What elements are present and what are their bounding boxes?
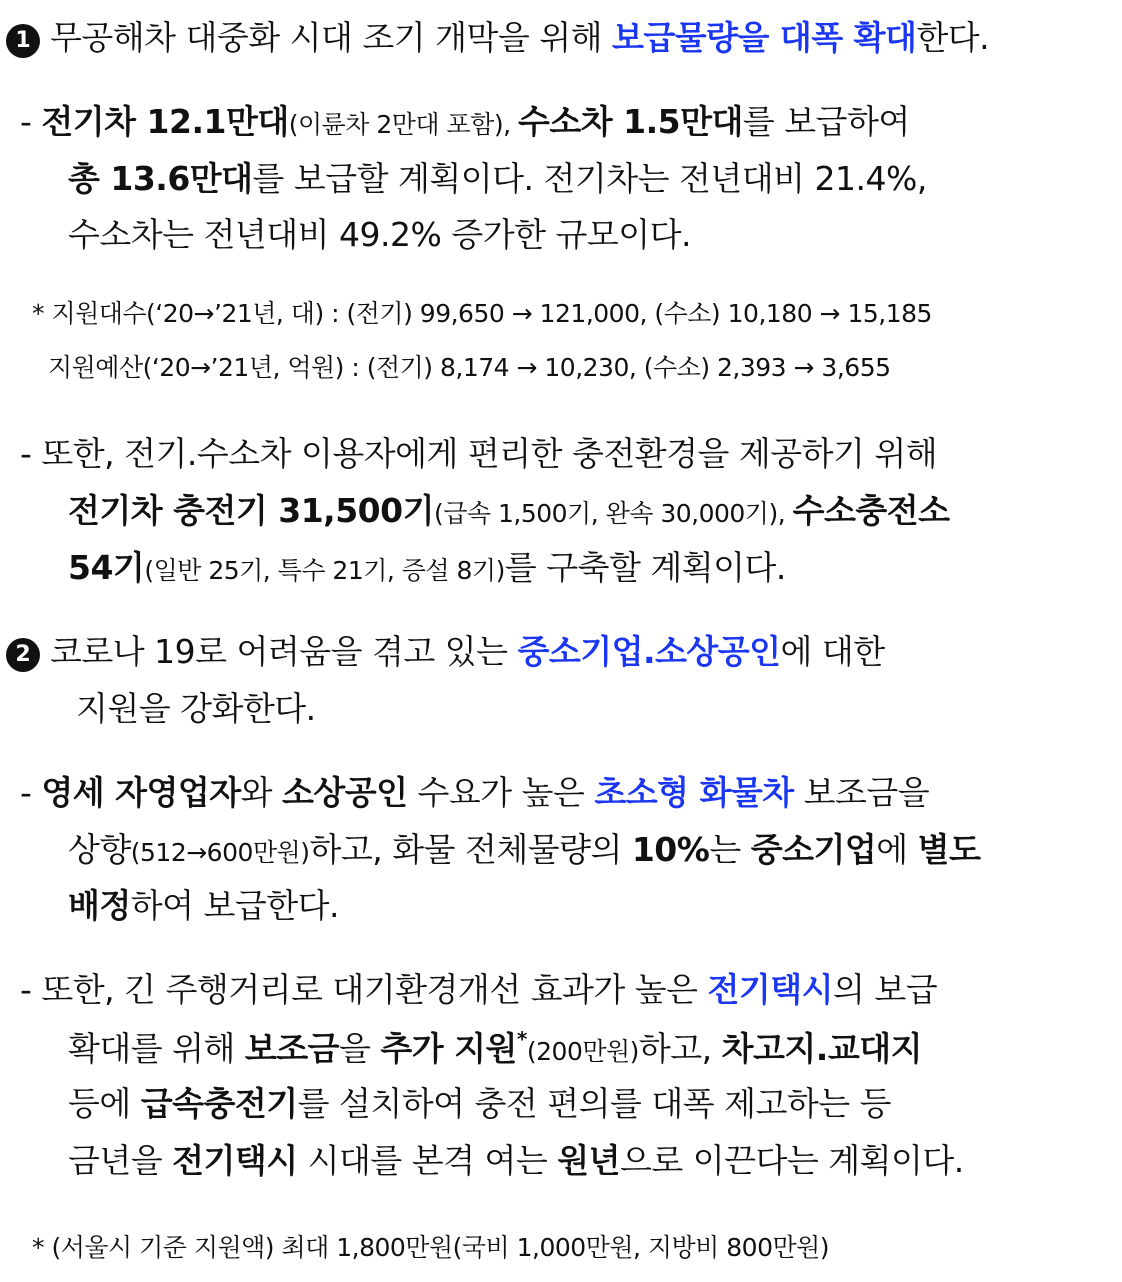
section1-heading-end: 한다.: [916, 18, 990, 57]
micro-truck: 초소형 화물차: [594, 773, 794, 812]
ev-count: 전기차 12.1만대: [41, 102, 289, 141]
sme: 중소기업: [750, 830, 877, 869]
section1-p2-line3: [68, 548, 786, 588]
section1-p2-line1: [20, 434, 937, 474]
text-supply: 하여 보급한다.: [130, 886, 340, 925]
self-employed: 영세 자영업자: [41, 773, 241, 812]
text-subsidy: 보조금을: [793, 773, 930, 812]
section2-p2-line2: [68, 1027, 922, 1069]
section2-p1-line2: [68, 830, 980, 870]
note-support-count: * 지원대수(‘20→’21년, 대) : (전기) 99,650 → 121,000, (수소) 10,180 → 15,185: [32, 299, 932, 328]
seoul-support-note: * (서울시 기준 지원액) 최대 1,800만원(국비 1,000만원, 지방비 800만원): [32, 1233, 830, 1262]
ten-percent: 10%: [631, 830, 710, 869]
small-business: 소상공인: [282, 773, 408, 812]
text-obj: 을: [339, 1029, 381, 1068]
text-era: 시대를 본격 여는: [297, 1141, 558, 1180]
p2-text-1: - 또한, 긴 주행거리로 대기환경개선 효과가 높은: [20, 970, 708, 1009]
ev-count-note: (이륜차 2만대 포함),: [288, 110, 518, 139]
section1-heading-emphasis: 보급물량을 대폭 확대: [612, 18, 917, 57]
text-plan: 으로 이끈다는 계획이다.: [620, 1141, 964, 1180]
text-this-year: 금년을: [68, 1141, 173, 1180]
text-raise: 상향: [68, 830, 131, 869]
dash-marker: -: [20, 773, 42, 812]
hydrogen-station: 수소충전소: [792, 491, 950, 530]
number-marker-1-icon: 1: [6, 24, 40, 58]
section1-p1-line3: [68, 215, 691, 255]
section2-p2-line3: [68, 1084, 891, 1124]
text-to: 에: [876, 830, 918, 869]
text-truck-volume: 하고, 화물 전체물량의: [309, 830, 632, 869]
text-expand: 확대를 위해: [68, 1029, 245, 1068]
garage-shift: 차고지.교대지: [721, 1029, 922, 1068]
p1-text-2: 를 보급할 계획이다. 전기차는 전년대비 21.4%,: [252, 159, 927, 198]
additional-support: 추가 지원: [380, 1029, 517, 1068]
section2-p2-line1: [20, 970, 937, 1010]
number-marker-2-icon: 2: [6, 638, 40, 672]
support-amount: (200만원): [526, 1037, 639, 1066]
section2-heading-emphasis: 중소기업.소상공인: [517, 632, 781, 671]
section1-note-line2: [48, 353, 891, 383]
text-etc: 등에: [68, 1084, 141, 1123]
allocation: 배정: [68, 886, 131, 925]
section2-note: [32, 1233, 829, 1263]
raise-amount: (512→600만원): [130, 838, 310, 867]
text-and-2: 하고,: [638, 1029, 722, 1068]
hydrogen-station-note: (일반 25기, 특수 21기, 증설 8기): [144, 556, 505, 585]
charger-count: 전기차 충전기 31,500기: [68, 491, 434, 530]
electric-taxi: 전기택시: [707, 970, 834, 1009]
section1-heading-text: 무공해차 대중화 시대 조기 개막을 위해: [50, 18, 612, 57]
section2-heading-end: 에 대한: [780, 632, 885, 671]
section2-heading-line2: [76, 689, 316, 729]
electric-taxi-2: 전기택시: [172, 1141, 298, 1180]
section2-heading-text: 코로나 19로 어려움을 겪고 있는: [50, 632, 518, 671]
section2-heading: [6, 632, 885, 672]
section1-heading: [6, 18, 989, 58]
dash-marker: -: [20, 102, 42, 141]
hydrogen-count: 수소차 1.5만대: [517, 102, 743, 141]
note-support-budget: 지원예산(‘20→’21년, 억원) : (전기) 8,174 → 10,230, (수소) 2,393 → 3,655: [48, 353, 891, 382]
charger-count-note: (급속 1,500기, 완속 30,000기),: [433, 499, 793, 528]
subsidy: 보조금: [244, 1029, 340, 1068]
section2-p1-line1: [20, 773, 929, 813]
section1-note-line1: [32, 299, 932, 329]
text-and: 와: [240, 773, 283, 812]
hydrogen-station-count: 54기: [68, 548, 145, 587]
p2-text-1: - 또한, 전기.수소차 이용자에게 편리한 충전환경을 제공하기 위해: [20, 434, 938, 473]
text-is: 는: [709, 830, 751, 869]
section2-p2-line4: [68, 1141, 964, 1181]
fast-charger: 급속충전기: [140, 1084, 298, 1123]
section2-heading-text-2: 지원을 강화한다.: [76, 689, 316, 728]
section1-p1-line2: [68, 159, 927, 199]
p1-text: 를 보급하여: [742, 102, 910, 141]
section2-p1-line3: [68, 886, 339, 926]
total-count: 총 13.6만대: [68, 159, 253, 198]
p1-text-3: 수소차는 전년대비 49.2% 증가한 규모이다.: [68, 215, 691, 254]
text-install: 를 설치하여 충전 편의를 대폭 제고하는 등: [297, 1084, 892, 1123]
section1-p2-line2: [68, 491, 950, 531]
section1-p1-line1: [20, 102, 910, 142]
first-year: 원년: [557, 1141, 621, 1180]
text-demand: 수요가 높은: [407, 773, 595, 812]
separate: 별도: [917, 830, 981, 869]
p2-text-end: 를 구축할 계획이다.: [504, 548, 786, 587]
text-supply-of: 의 보급: [833, 970, 938, 1009]
footnote-marker: *: [516, 1027, 527, 1051]
